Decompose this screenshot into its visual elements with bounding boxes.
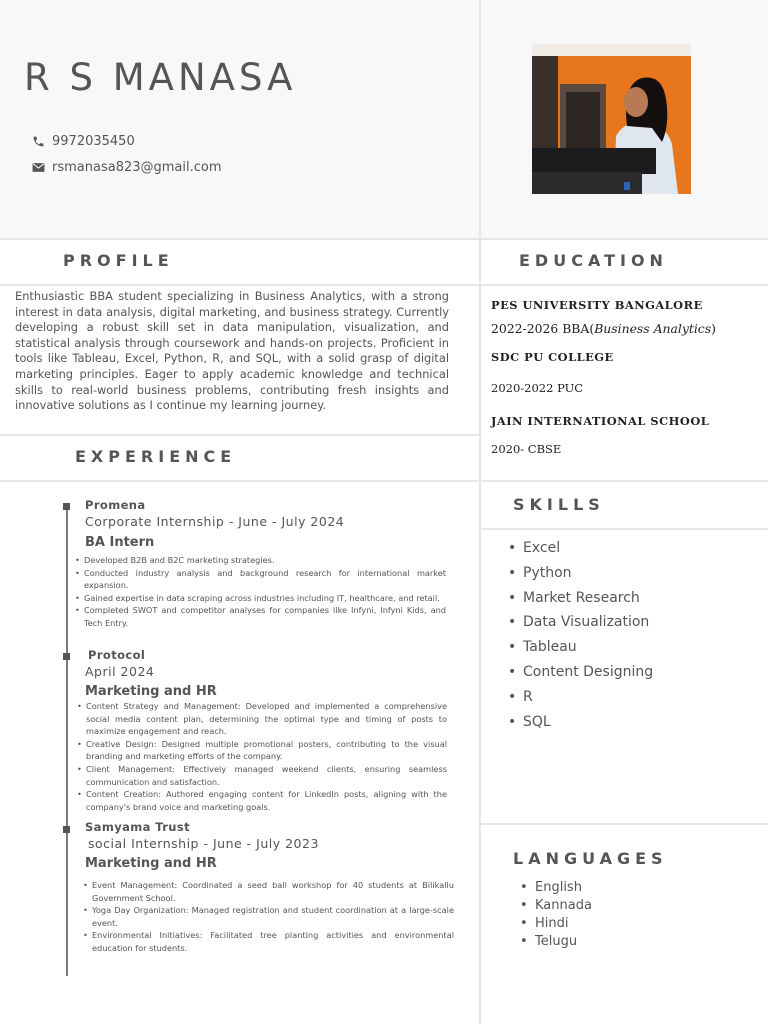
list-item: • English — [520, 880, 592, 898]
experience-role: Marketing and HR — [85, 684, 217, 699]
experience-company: Promena — [85, 498, 146, 512]
languages-heading: LANGUAGES — [513, 849, 668, 868]
divider — [0, 284, 768, 286]
list-item: • Yoga Day Organization: Managed registration and student coordination at a large-scale event. — [83, 904, 454, 929]
experience-subtitle: social Internship - June - July 2023 — [88, 836, 319, 851]
education-heading: EDUCATION — [519, 251, 668, 270]
list-item: • Conducted industry analysis and background research for international market expansion. — [75, 567, 446, 592]
profile-photo — [532, 44, 691, 194]
experience-role: BA Intern — [85, 535, 155, 550]
experience-role: Marketing and HR — [85, 856, 217, 871]
experience-bullets — [75, 554, 446, 630]
education-detail: 2022-2026 BBA(Business Analytics) — [491, 321, 716, 336]
timeline-line — [66, 506, 68, 976]
list-item: • Content Strategy and Management: Developed and implemented a comprehensive social media content plan, determining the optimal type and timing of posts to maximize engagement and reach. — [77, 700, 447, 738]
list-item: • Data Visualization — [508, 612, 653, 637]
list-item: • Client Management: Effectively managed weekend clients, ensuring seamless communication and satisfaction. — [77, 763, 447, 788]
skills-list — [508, 538, 653, 736]
divider — [0, 480, 768, 482]
education-detail: 2020- CBSE — [491, 442, 562, 456]
column-divider — [479, 0, 481, 1024]
experience-bullets — [77, 700, 447, 813]
resume-name: R S MANASA — [24, 56, 297, 99]
profile-summary: Enthusiastic BBA student specializing in Business Analytics, with a strong interest in data analysis, digital marketing, and business strategy. Currently developing a robust skill set in data manipulation, visualization, and statistical analysis through coursework and hands-on projects. Proficient in tools like Tableau, Excel, Python, R, and SQL, with a solid grasp of digital marketing principles. Eager to apply academic knowledge and technical skills to real-world business problems, contributing fresh insights and innovative solutions as I continue my learning journey. — [15, 289, 449, 413]
profile-heading: PROFILE — [63, 251, 174, 270]
list-item: • Completed SWOT and competitor analyses for companies like Infyni, Infyni Kids, and Tech Entry. — [75, 604, 446, 629]
timeline-marker — [63, 653, 70, 660]
list-item: • Tableau — [508, 637, 653, 662]
email-contact — [32, 160, 222, 175]
list-item: • Event Management: Coordinated a seed ball workshop for 40 students at Bilikallu Government School. — [83, 879, 454, 904]
phone-contact — [32, 134, 135, 149]
list-item: • Market Research — [508, 588, 653, 613]
list-item: • R — [508, 687, 653, 712]
divider — [0, 238, 768, 240]
experience-bullets — [83, 879, 454, 955]
experience-heading: EXPERIENCE — [75, 447, 237, 466]
divider — [0, 434, 479, 436]
experience-subtitle: April 2024 — [85, 664, 155, 679]
timeline-marker — [63, 826, 70, 833]
list-item: • Content Creation: Authored engaging content for LinkedIn posts, aligning with the company's brand voice and marketing goals. — [77, 788, 447, 813]
list-item: • Excel — [508, 538, 653, 563]
list-item: • Hindi — [520, 916, 592, 934]
experience-company: Protocol — [88, 648, 146, 662]
education-school: SDC PU COLLEGE — [491, 350, 614, 364]
education-school: PES UNIVERSITY BANGALORE — [491, 298, 703, 312]
education-school: JAIN INTERNATIONAL SCHOOL — [491, 414, 710, 428]
divider — [481, 823, 768, 825]
list-item: • Developed B2B and B2C marketing strategies. — [75, 554, 446, 567]
languages-list — [520, 880, 592, 952]
list-item: • Python — [508, 563, 653, 588]
experience-subtitle: Corporate Internship - June - July 2024 — [85, 514, 345, 529]
list-item: • Kannada — [520, 898, 592, 916]
phone-number: 9972035450 — [52, 134, 135, 149]
list-item: • Content Designing — [508, 662, 653, 687]
list-item: • Telugu — [520, 934, 592, 952]
experience-company: Samyama Trust — [85, 820, 191, 834]
list-item: • SQL — [508, 712, 653, 737]
phone-icon — [32, 135, 45, 148]
list-item: • Creative Design: Designed multiple promotional posters, contributing to the visual branding and marketing efforts of the company. — [77, 738, 447, 763]
list-item: • Environmental Initiatives: Facilitated tree planting activities and environmental education for students. — [83, 929, 454, 954]
education-detail: 2020-2022 PUC — [491, 381, 584, 395]
timeline-marker — [63, 503, 70, 510]
skills-heading: SKILLS — [513, 495, 605, 514]
email-address: rsmanasa823@gmail.com — [52, 160, 222, 175]
divider — [481, 528, 768, 530]
envelope-icon — [32, 162, 45, 173]
list-item: • Gained expertise in data scraping across industries including IT, healthcare, and retail. — [75, 592, 446, 605]
